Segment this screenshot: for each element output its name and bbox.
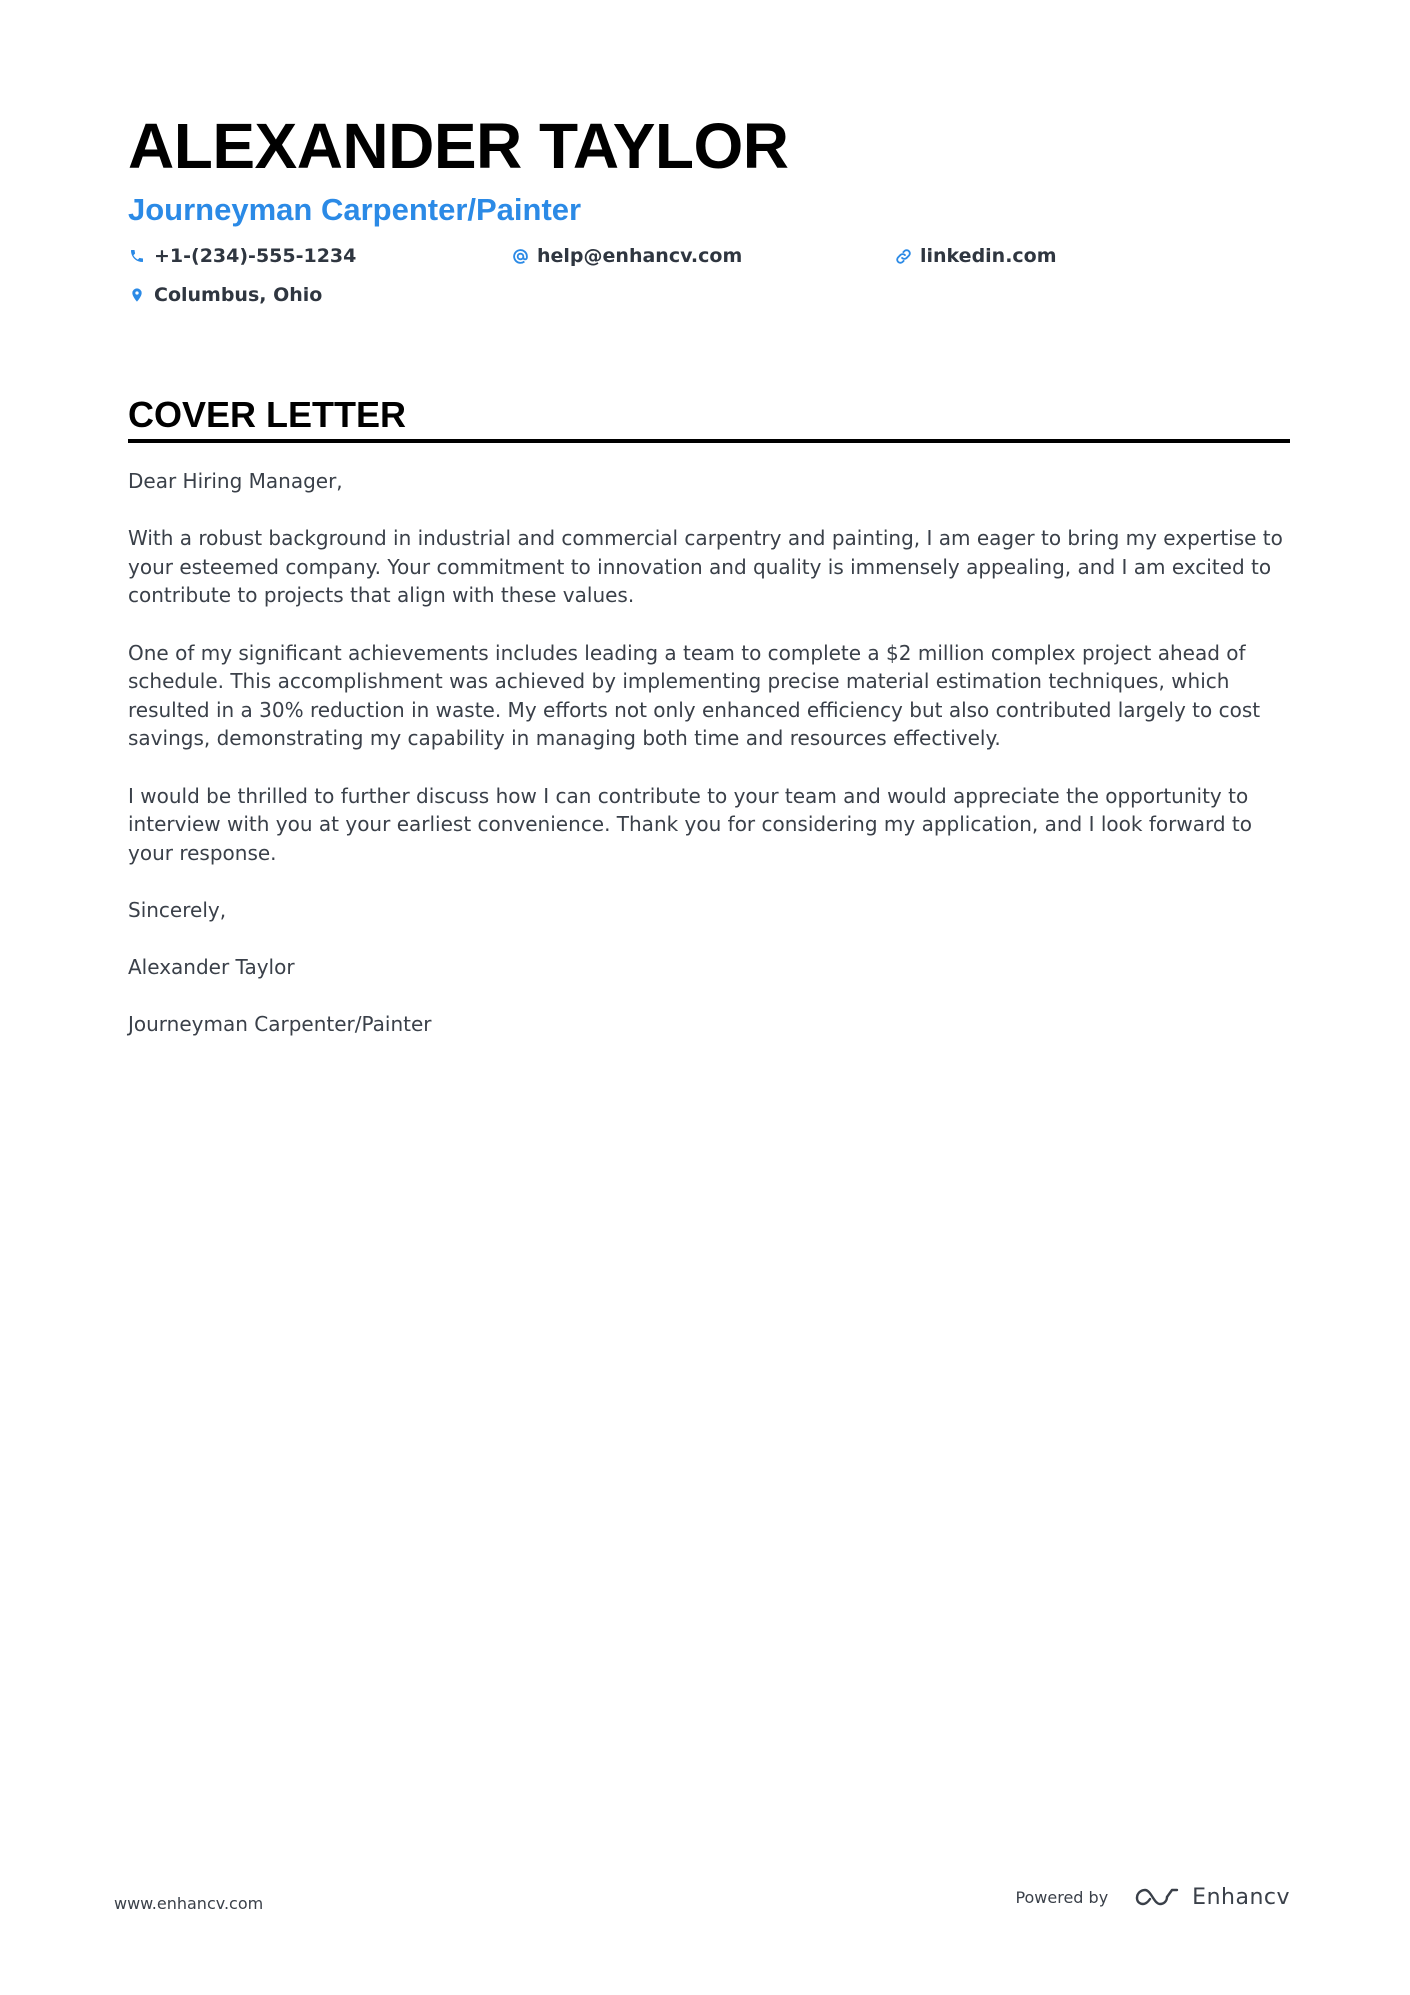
paragraph-achievements: One of my significant achievements includes leading a team to complete a $2 million complex project ahead of schedule. This accomplishment was achieved by implementing precise material estimation techniques, which resulted in a 30% reduction in waste. My efforts not only enhanced efficiency but also contributed largely to cost savings, demonstrating my capability in managing both time and resources effectively. [128, 640, 1261, 751]
contact-email[interactable] [511, 242, 742, 270]
contact-list [128, 242, 1288, 322]
closing: Sincerely, [128, 897, 227, 922]
location-text: Columbus, Ohio [154, 284, 323, 306]
powered-by-label: Powered by [1015, 1887, 1109, 1907]
email-address[interactable]: help@enhancv.com [537, 245, 743, 267]
job-title: Journeyman Carpenter/Painter [128, 192, 582, 227]
phone-number: +1-(234)-555-1234 [154, 245, 357, 267]
header [128, 108, 1288, 322]
paragraph-intro: With a robust background in industrial and commercial carpentry and painting, I am eager to bring my expertise to your esteemed company. Your commitment to innovation and quality is immensely appealing, and I am excited to contribute to projects that align with these values. [128, 526, 1283, 608]
location-pin-icon [128, 286, 146, 304]
candidate-name: ALEXANDER TAYLOR [128, 110, 789, 182]
brand-name: Enhancv [1192, 1884, 1290, 1910]
signature-title: Journeyman Carpenter/Painter [128, 1012, 432, 1037]
linkedin-url[interactable]: linkedin.com [920, 245, 1057, 267]
signature-name: Alexander Taylor [128, 955, 295, 980]
salutation: Dear Hiring Manager, [128, 469, 343, 493]
letter-body [128, 467, 1290, 1039]
enhancv-logo-icon [1134, 1884, 1180, 1910]
contact-location [128, 281, 322, 309]
footer-website[interactable]: www.enhancv.com [114, 1894, 264, 1913]
contact-phone [128, 242, 356, 270]
phone-icon [128, 247, 146, 265]
at-icon [511, 247, 529, 265]
paragraph-closing: I would be thrilled to further discuss how I can contribute to your team and would appreciate the opportunity to interview with you at your earliest convenience. Thank you for considering my application, and I look forward to your response. [128, 783, 1252, 865]
contact-linkedin[interactable] [894, 242, 1057, 270]
section-title: COVER LETTER [128, 394, 407, 435]
cover-letter-section [128, 393, 1290, 1067]
section-divider [128, 439, 1290, 443]
link-icon [894, 247, 912, 265]
footer-branding [1015, 1884, 1290, 1910]
